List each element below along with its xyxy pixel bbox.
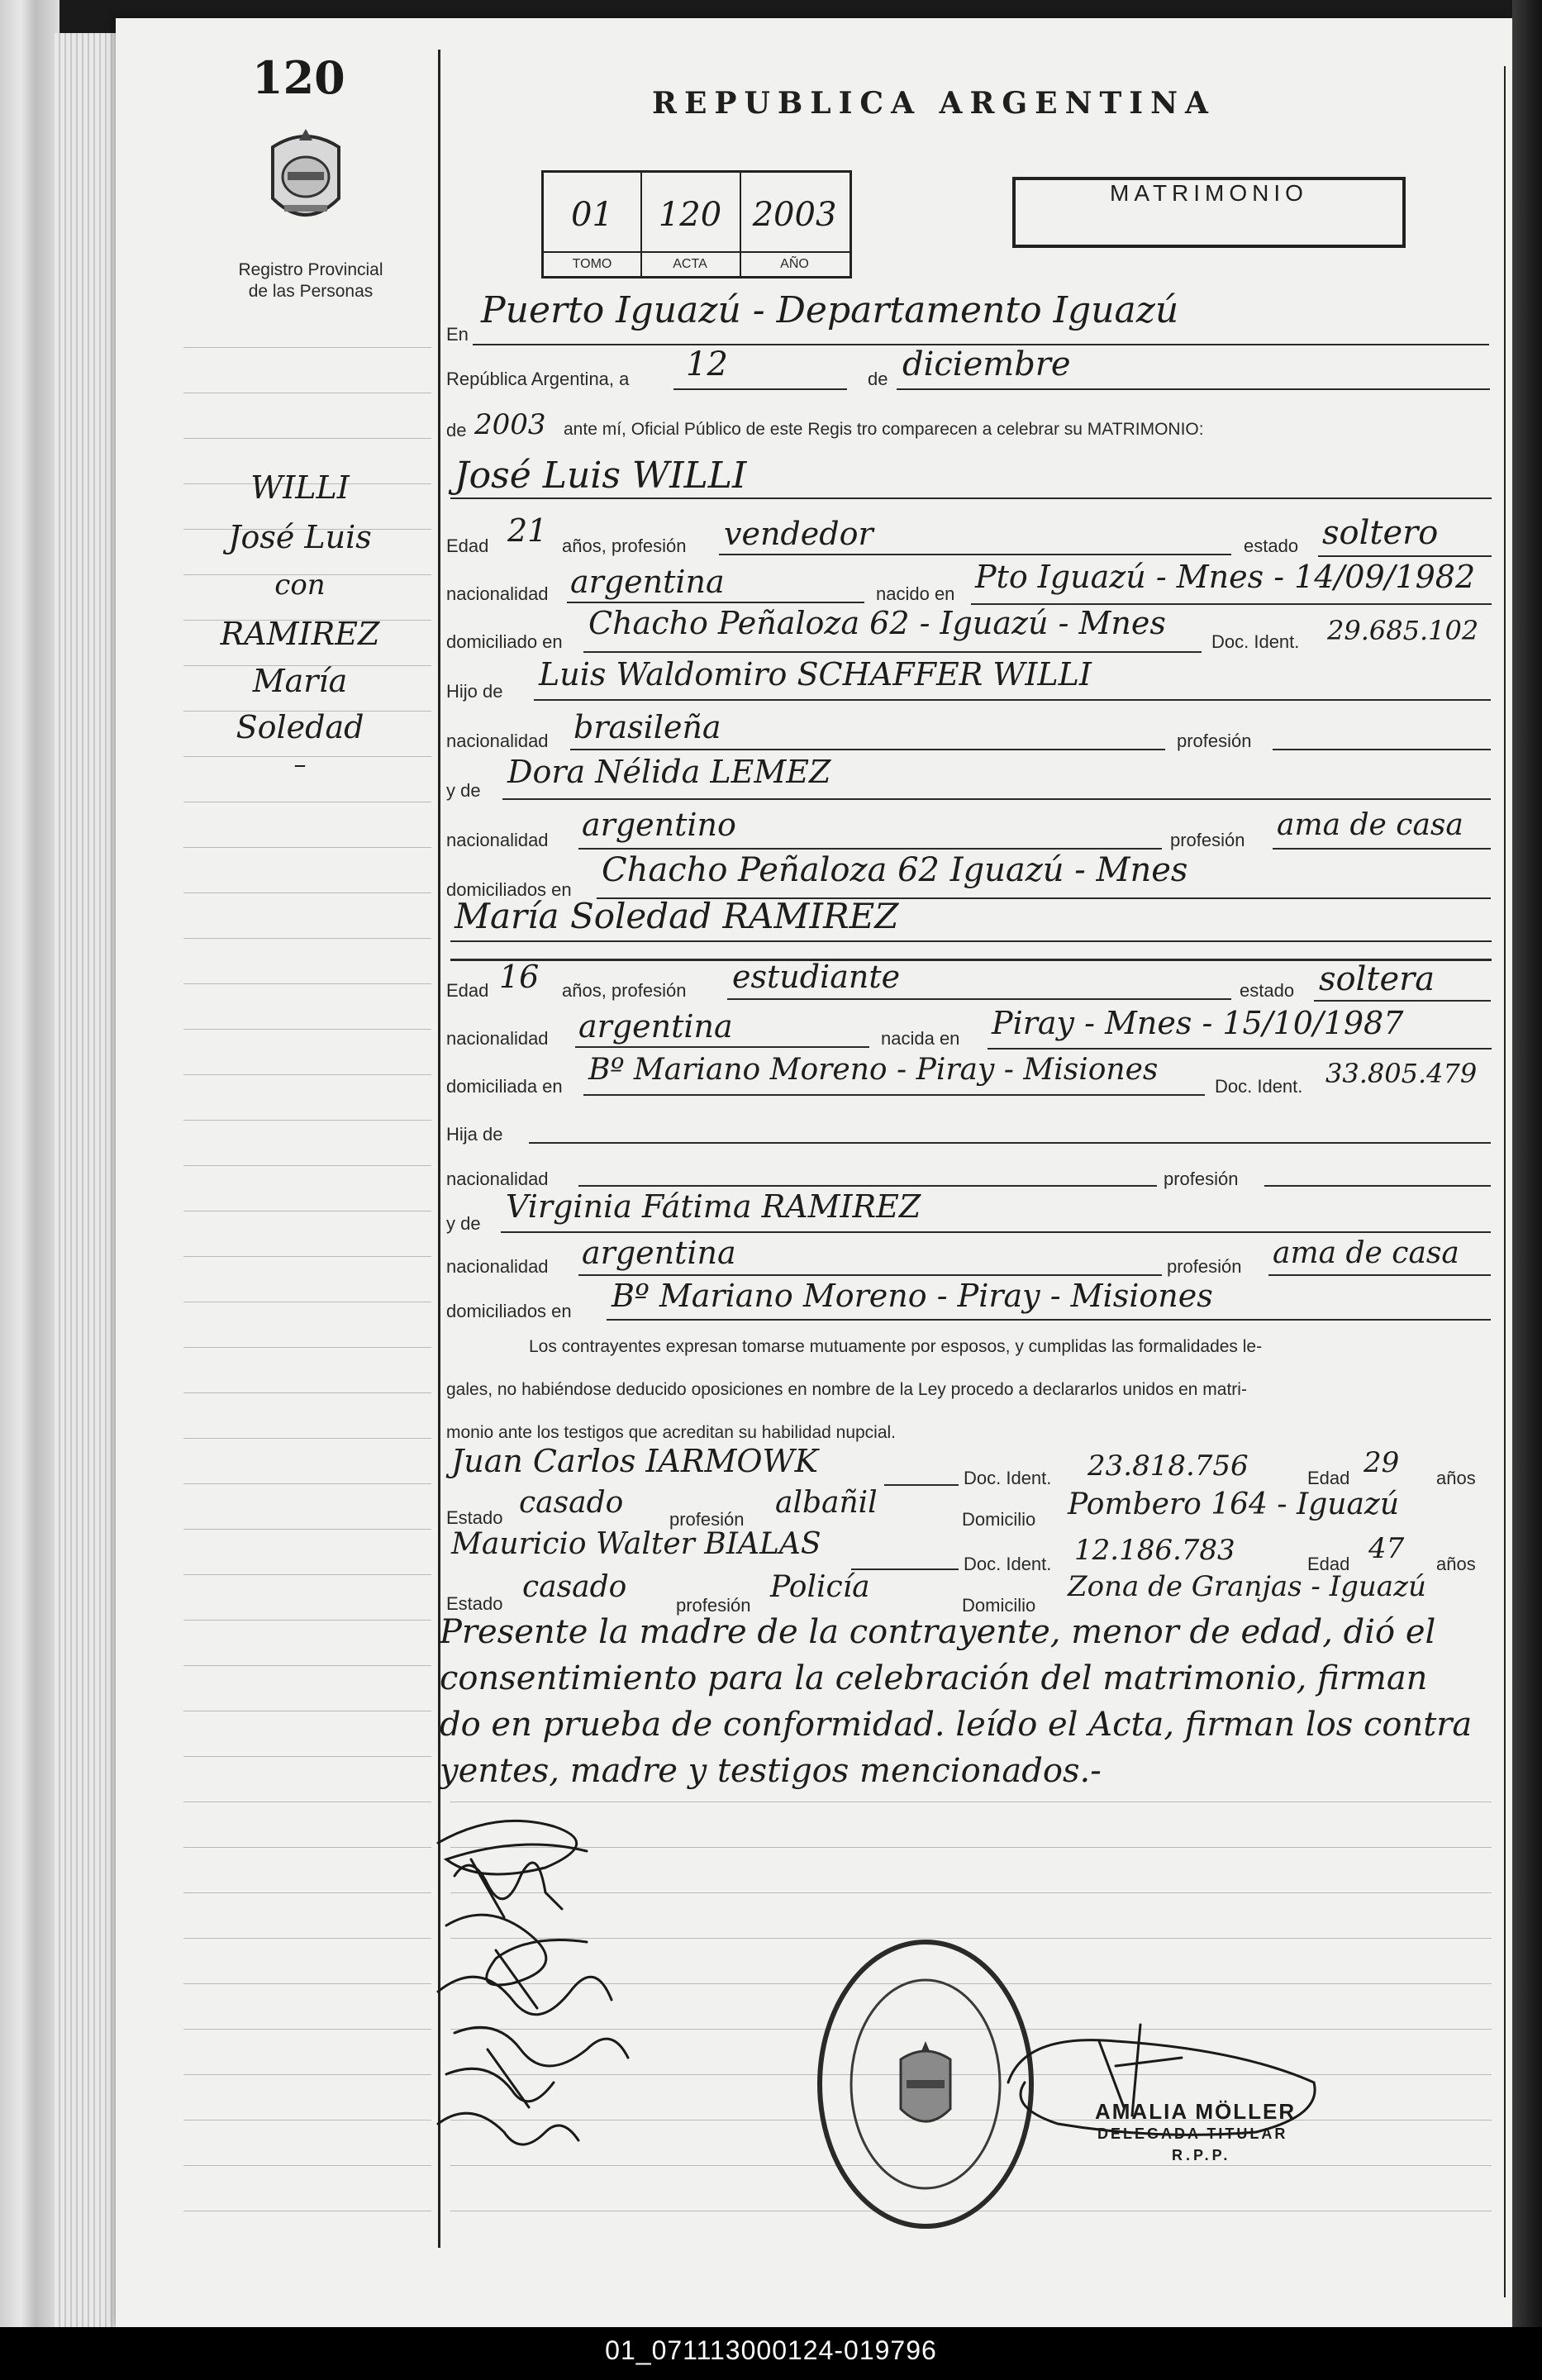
groom-mother-nat: argentino [582,807,736,843]
record-type-box [1012,177,1406,248]
page-shadow [1512,0,1542,2327]
margin-ruled-line [183,1983,431,1984]
witness-1-name-rule [884,1484,959,1486]
witness-2-dom-label: Domicilio [962,1595,1036,1616]
bride-parents-dom-label: domiciliados en [446,1301,572,1321]
bride-nacida-label: nacida en [881,1028,960,1049]
bride-parents-address: Bº Mariano Moreno - Piray - Misiones [612,1278,1213,1314]
margin-ruled-line [183,1392,431,1393]
bride-mother-nat-label: nacionalidad [446,1256,549,1277]
witness-1-dom-label: Domicilio [962,1509,1036,1530]
acta-cell [640,173,741,276]
groom-father-prof-rule [1273,749,1491,750]
bride-status-rule [1314,1000,1491,1002]
margin-ruled-line [183,1620,431,1621]
groom-estado-label: estado [1244,536,1299,556]
groom-mother-rule [502,798,1491,800]
margin-ruled-line [183,438,431,439]
signatures-scribbles [421,1810,669,2173]
bride-father-nat-rule [578,1185,1157,1187]
margin-ruled-line [183,2120,431,2121]
tomo-label: TOMO [544,251,640,276]
delegate-role: DELEGADA TITULAR [1097,2125,1288,2142]
margin-ruled-line [183,1483,431,1484]
witness-2-estado-label: Estado [446,1593,503,1614]
margin-ruled-line [183,1256,431,1257]
bride-profession: estudiante [732,959,901,995]
acta-value: 120 [658,196,722,234]
groom-father-nat: brasileña [573,709,721,745]
declaration-line-3: monio ante los testigos que acreditan su habilidad nupcial. [446,1423,897,1442]
year-de-label: de [446,420,467,440]
bride-father-nat-label: nacionalidad [446,1169,549,1189]
witness-1-address: Pombero 164 - Iguazú [1068,1488,1400,1521]
right-border [1504,66,1506,2297]
witness-2-age: 47 [1368,1532,1405,1565]
bride-nationality: argentina [578,1008,733,1045]
intro-text: ante mí, Oficial Público de este Regis tro comparecen a celebrar su MATRIMONIO: [564,420,1204,439]
groom-nac-label: nacionalidad [446,583,549,604]
margin-ruled-line [183,892,431,893]
day-value: 12 [686,345,728,383]
witness-2-anos-label: años [1436,1554,1476,1574]
registry-line-2: de las Personas [248,282,374,301]
witness-2-doc-label: Doc. Ident. [964,1554,1052,1574]
margin-given-1: José Luis [228,519,372,555]
bride-status: soltera [1319,960,1435,998]
record-type: MATRIMONIO [1110,180,1308,206]
ano-value: 2003 [752,196,837,234]
bride-father-prof-label: profesión [1164,1169,1239,1189]
delegate-office: R.P.P. [1172,2147,1231,2163]
margin-ruled-line [183,1165,431,1166]
ano-cell [740,173,850,276]
margin-ruled-line [183,2165,431,2166]
bride-mother-rule [501,1231,1491,1233]
bride-mother-nat-rule [578,1274,1162,1276]
groom-edad-label: Edad [446,536,489,556]
bride-edad-label: Edad [446,980,489,1001]
witness-2-address: Zona de Granjas - Iguazú [1068,1570,1426,1603]
groom-nationality: argentina [570,564,725,600]
groom-father-prof-label: profesión [1177,731,1252,751]
groom-father-nat-label: nacionalidad [446,731,549,751]
delegate-name: AMALIA MÖLLER [1095,2099,1297,2124]
margin-ruled-line [183,1347,431,1348]
note-line-2: consentimiento para la celebración del matrimonio, firman [440,1659,1428,1697]
bride-mother: Virginia Fátima RAMIREZ [506,1188,921,1225]
month-value: diciembre [902,345,1071,383]
groom-status: soltero [1322,514,1439,552]
witness-1-edad-label: Edad [1307,1468,1350,1488]
groom-doc-label: Doc. Ident. [1211,631,1300,652]
image-id-caption: 01_071113000124-019796 [605,2335,937,2365]
day-rule [673,388,847,390]
margin-surname-2: RAMIREZ [220,616,380,652]
bride-anos-label: años, profesión [562,980,687,1001]
registry-name [217,259,405,302]
margin-con: con [274,569,326,602]
groom-anos-label: años, profesión [562,536,687,556]
groom-birth: Pto Iguazú - Mnes - 14/09/1982 [975,559,1476,595]
witness-2-name: Mauricio Walter BIALAS [451,1527,821,1561]
groom-doc: 29.685.102 [1327,615,1479,646]
bride-mother-nat: argentina [582,1235,736,1271]
bride-mother-prof-rule [1268,1274,1491,1276]
margin-ruled-line [183,1938,431,1939]
witness-2-doc: 12.186.783 [1074,1534,1235,1567]
country-title: REPUBLICA ARGENTINA [652,86,1216,121]
book-reference-box [541,170,852,278]
groom-nat-rule [567,602,864,603]
margin-ruled-line [183,1529,431,1530]
margin-ruled-line [183,1847,431,1848]
witness-2-profession: Policía [770,1570,870,1604]
bride-mother-prof-label: profesión [1167,1256,1242,1277]
groom-profession: vendedor [724,516,873,552]
witness-2-prof-label: profesión [676,1595,751,1616]
margin-given-2a: María [252,663,348,699]
bride-birth-rule [988,1048,1492,1050]
groom-address: Chacho Peñaloza 62 - Iguazú - Mnes [588,605,1166,641]
groom-hijo-label: Hijo de [446,681,503,702]
groom-name-rule [450,497,1492,499]
ano-label: AÑO [740,251,850,276]
witness-1-profession: albañil [775,1486,878,1520]
groom-nacido-label: nacido en [876,583,955,604]
witness-2-edad-label: Edad [1307,1554,1350,1574]
margin-ruled-line [183,1438,431,1439]
margin-ruled-line [183,2074,431,2075]
note-line-4: yentes, madre y testigos mencionados.- [440,1752,1102,1790]
margin-ruled-line [183,983,431,984]
witness-1-age: 29 [1364,1446,1400,1479]
groom-mother-prof: ama de casa [1277,808,1463,842]
witness-1-status: casado [519,1486,624,1520]
year-value: 2003 [474,408,546,441]
bride-address-rule [583,1094,1205,1096]
tomo-value: 01 [571,196,613,234]
tomo-cell [544,173,642,276]
bride-birth: Piray - Mnes - 15/10/1987 [992,1005,1404,1041]
republica-label: República Argentina, a [446,369,630,389]
margin-surname-1: WILLI [250,469,350,506]
groom-father-nat-rule [570,749,1165,750]
bride-mother-prof: ama de casa [1273,1236,1459,1270]
note-line-1: Presente la madre de la contrayente, menor de edad, dió el [440,1613,1436,1651]
witness-1-prof-label: profesión [669,1509,745,1530]
note-line-3: do en prueba de conformidad. leído el Acta, firman los contra [440,1706,1473,1744]
place-value: Puerto Iguazú - Departamento Iguazú [481,289,1179,331]
book-binding [0,0,59,2327]
groom-mother-prof-label: profesión [1170,830,1245,850]
margin-ruled-line [183,2029,431,2030]
margin-ruled-line [183,1665,431,1666]
margin-ruled-line [183,847,431,848]
groom-yde-label: y de [446,780,481,801]
bride-estado-label: estado [1240,980,1295,1001]
groom-mother-nat-label: nacionalidad [446,830,549,850]
bride-doc-label: Doc. Ident. [1215,1076,1303,1097]
bride-father-prof-rule [1264,1185,1491,1187]
groom-age: 21 [507,512,548,549]
margin-ruled-line [183,938,431,939]
margin-dash: – [293,750,307,779]
groom-mother-nat-rule [578,848,1162,850]
margin-ruled-line [183,1574,431,1575]
groom-dom-label: domiciliado en [446,631,563,652]
bride-nac-label: nacionalidad [446,1028,549,1049]
witness-1-doc-label: Doc. Ident. [964,1468,1052,1488]
groom-parents-address: Chacho Peñaloza 62 Iguazú - Mnes [602,851,1188,889]
groom-address-rule [583,651,1202,653]
acta-label: ACTA [640,251,740,276]
witness-1-estado-label: Estado [446,1507,503,1528]
margin-ruled-line [183,1029,431,1030]
margin-given-2b: Soledad [236,709,364,745]
bride-father-rule [529,1142,1491,1144]
bride-address: Bº Mariano Moreno - Piray - Misiones [588,1053,1159,1087]
groom-status-rule [1318,555,1492,557]
groom-mother-prof-rule [1273,848,1491,850]
margin-ruled-line [183,347,431,348]
groom-father-rule [534,699,1491,701]
declaration-line-1: Los contrayentes expresan tomarse mutuamente por esposos, y cumplidas las formalidades le- [529,1337,1263,1356]
margin-ruled-line [183,1756,431,1757]
registry-line-1: Registro Provincial [238,260,383,279]
groom-mother: Dora Nélida LEMEZ [507,754,831,790]
de-label: de [868,369,888,389]
bride-name-rule [450,940,1492,942]
declaration-line-2: gales, no habiéndose deducido oposiciones en nombre de la Ley procedo a declararlos unidos en matri- [446,1380,1247,1399]
en-label: En [446,324,469,345]
coat-of-arms-icon [263,122,349,235]
groom-father: Luis Waldomiro SCHAFFER WILLI [539,656,1092,693]
witness-2-status: casado [522,1570,627,1604]
bride-prof-rule [727,998,1231,1000]
margin-ruled-line [183,1892,431,1893]
bride-parents-address-rule [607,1319,1491,1321]
witness-1-anos-label: años [1436,1468,1476,1488]
bride-yde-label: y de [446,1213,481,1234]
bride-age: 16 [499,959,540,995]
witness-1-doc: 23.818.756 [1087,1449,1249,1483]
bride-hija-label: Hija de [446,1124,503,1145]
bride-nat-rule [575,1046,869,1048]
folio-number: 120 [252,51,345,104]
margin-ruled-line [183,1074,431,1075]
margin-ruled-line [183,1120,431,1121]
month-rule [897,388,1490,390]
witness-1-name: Juan Carlos IARMOWK [451,1443,818,1479]
bride-dom-label: domiciliada en [446,1076,563,1097]
bride-doc: 33.805.479 [1325,1058,1478,1089]
groom-prof-rule [719,554,1231,555]
groom-name: José Luis WILLI [455,455,747,497]
bride-name: María Soledad RAMIREZ [455,896,899,936]
groom-parents-dom-label: domiciliados en [446,879,572,900]
